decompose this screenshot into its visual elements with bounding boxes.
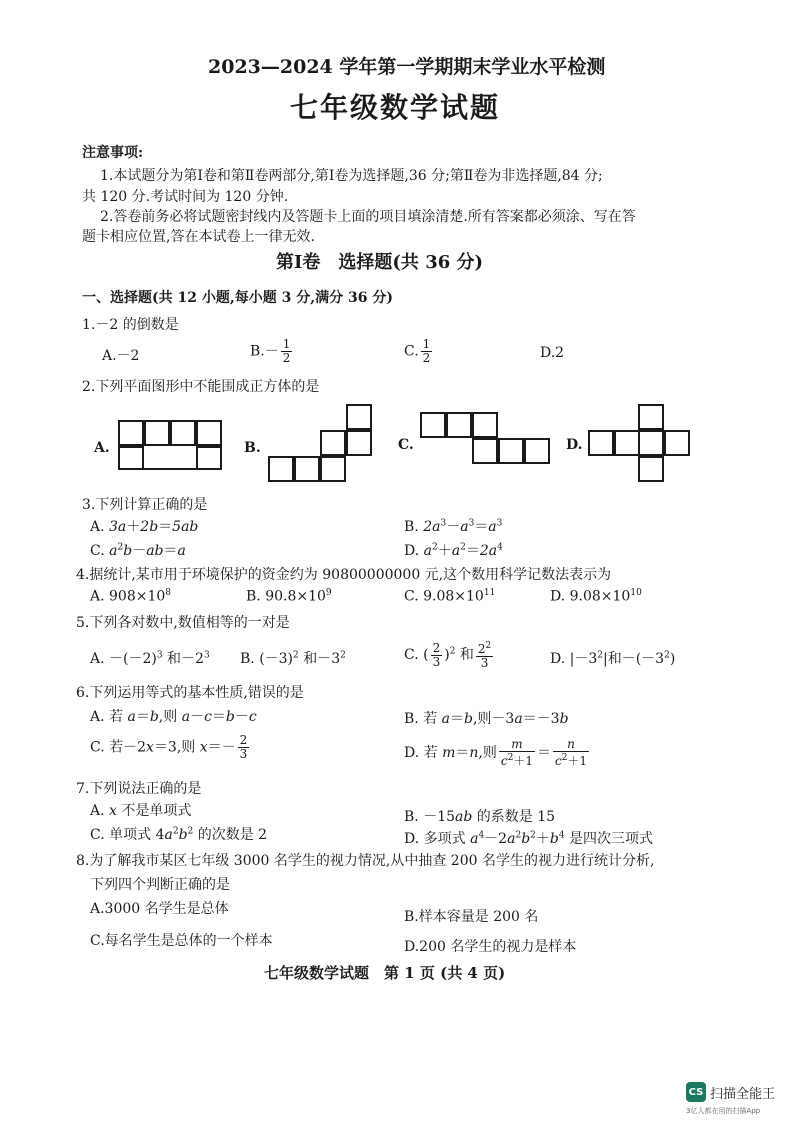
q8-option-a: A.3000 名学生是总体 [90, 901, 229, 917]
q7-option-b: B. －15ab 的系数是 15 [404, 809, 556, 825]
camscanner-tagline: 3亿人都在用的扫描App [686, 1107, 761, 1115]
q5-option-c: C. ( $\frac{2}{3}$ )$^2$ 和 $\frac{2^2}{3}$ [404, 640, 492, 670]
q4-option-d: D. $9.08\times 10^{10}$ [550, 588, 642, 605]
numerator: 1 [282, 337, 291, 351]
page-footer: 七年级数学试题 第 1 页 (共 4 页) [264, 964, 506, 982]
q4-option-a: A. $908\times 10^8$ [90, 588, 172, 605]
q7-option-a: A. x 不是单项式 [90, 803, 192, 819]
exam-title: 七年级数学试题 [290, 91, 501, 124]
q5-stem: 5.下列各对数中,数值相等的一对是 [76, 615, 290, 631]
q3-option-b: B. $2a^3-a^3=a^3$ [404, 518, 503, 535]
q8-option-c: C.每名学生是总体的一个样本 [90, 933, 273, 949]
q6-option-c: C. 若－2x＝3,则 x＝－ $\frac{2}{3}$ [90, 733, 248, 761]
numerator: 1 [422, 337, 431, 351]
q2-option-c-label: C. [398, 437, 414, 453]
q5-option-d: D. $|-3^2|$和$-(-3^2)$ [550, 650, 676, 667]
q8-option-b: B.样本容量是 200 名 [404, 909, 539, 925]
section-title: 第Ⅰ卷 选择题(共 36 分) [276, 252, 484, 273]
q4-option-c: C. $9.08\times 10^{11}$ [404, 588, 496, 605]
q1-option-c-label: C. [404, 343, 419, 360]
notice-item1: 1.本试题分为第Ⅰ卷和第Ⅱ卷两部分,第Ⅰ卷为选择题,36 分;第Ⅱ卷为非选择题,84 分; [100, 168, 603, 184]
q6-option-b: B. 若 a＝b,则－3a＝－3b [404, 711, 569, 727]
denominator: 2 [282, 351, 291, 365]
q5-option-b: B. $(-3)^2$ 和$-3^2$ [240, 650, 346, 667]
q1-option-b-label: B.－ [250, 343, 279, 360]
q4-stem: 4.据统计,某市用于环境保护的资金约为 90800000000 元,这个数用科学记数法表示为 [76, 567, 612, 583]
q3-option-d: D. $a^2+a^2=2a^4$ [404, 542, 503, 559]
part-heading: 一、选择题(共 12 小题,每小题 3 分,满分 36 分) [82, 290, 393, 306]
q3-option-c: C. $a^2b-ab=a$ [90, 542, 186, 559]
q8-option-d: D.200 名学生的视力是样本 [404, 939, 577, 955]
q7-option-c: C. 单项式 $4a^2b^2$ 的次数是 2 [90, 826, 268, 843]
q1-option-b [250, 338, 294, 365]
q2-option-a-label: A. [94, 440, 110, 456]
q3-stem: 3.下列计算正确的是 [82, 497, 208, 513]
q7-stem: 7.下列说法正确的是 [76, 781, 202, 797]
q2-option-b-label: B. [244, 440, 261, 456]
notice-heading: 注意事项: [82, 145, 144, 161]
q3-option-a: A. 3a＋2b＝5ab [90, 519, 199, 535]
exam-title-line1: 2023—2024 学年第一学期期末学业水平检测 [208, 56, 606, 78]
q8-stem: 8.为了解我市某区七年级 3000 名学生的视力情况,从中抽查 200 名学生的视力进行统计分析, [76, 853, 655, 869]
q7-option-d: D. 多项式 $a^4-2a^2b^2+b^4$ 是四次三项式 [404, 830, 654, 847]
fraction [421, 338, 433, 365]
q4-option-b: B. $90.8\times 10^9$ [246, 588, 332, 605]
camscanner-logo-icon: CS [686, 1082, 706, 1102]
q6-option-a: A. 若 a＝b,则 a－c＝b－c [90, 709, 257, 725]
q1-option-c [404, 338, 434, 365]
notice-item1-cont: 共 120 分.考试时间为 120 分钟. [82, 189, 289, 205]
q1-stem: 1.－2 的倒数是 [82, 317, 179, 333]
notice-item2: 2.答卷前务必将试题密封线内及答题卡上面的项目填涂清楚.所有答案都必须涂、写在答 [100, 209, 636, 225]
q1-option-d: D.2 [540, 345, 565, 361]
q1-option-a: A.－2 [102, 348, 140, 364]
fraction [281, 338, 293, 365]
denominator: 2 [422, 351, 431, 365]
notice-item2-cont: 题卡相应位置,答在本试卷上一律无效. [82, 229, 315, 245]
q2-stem: 2.下列平面图形中不能围成正方体的是 [82, 379, 320, 395]
q6-option-d: D. 若 m＝n,则 $\frac{m}{c^2+1}$ ＝ $\frac{n}{c^2+1}$ [404, 737, 588, 768]
q2-option-d-label: D. [566, 437, 583, 453]
q6-stem: 6.下列运用等式的基本性质,错误的是 [76, 685, 304, 701]
q5-option-a: A. $-(-2)^3$ 和$-2^3$ [90, 650, 210, 667]
q8-stem-cont: 下列四个判断正确的是 [90, 877, 230, 893]
camscanner-name: 扫描全能王 [710, 1087, 776, 1102]
